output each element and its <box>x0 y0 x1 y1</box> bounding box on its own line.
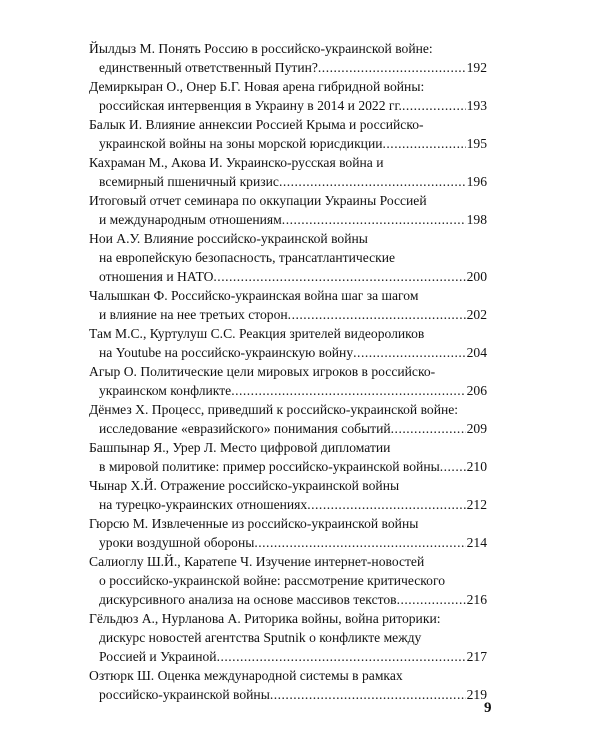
toc-entry <box>89 191 487 229</box>
toc-entry-title-end: отношения и НАТО <box>99 269 214 284</box>
toc-entry-page: 204 <box>466 345 487 360</box>
toc-entry-title-end: всемирный пшеничный кризис <box>99 174 279 189</box>
toc-entry-page: 200 <box>466 269 487 284</box>
toc-entry <box>89 666 487 704</box>
toc-entry <box>89 514 487 552</box>
toc-entry-line: Чалышкан Ф. Российско-украинская война шаг за шагом <box>89 288 419 303</box>
toc-entry-last-line <box>89 305 487 324</box>
toc-entry-line: Озтюрк Ш. Оценка международной системы в рамках <box>89 668 403 683</box>
toc-entry <box>89 438 487 476</box>
dot-leader <box>279 172 466 191</box>
toc-entry-line: Демиркыран О., Онер Б.Г. Новая арена гибридной войны: <box>89 79 425 94</box>
toc-entry-title-end: и международным отношениям <box>99 212 282 227</box>
toc-entry-page: 206 <box>466 383 487 398</box>
toc-entry <box>89 39 487 77</box>
toc-entry-line: Гёльдюз А., Нурланова А. Риторика войны, война риторики: <box>89 611 441 626</box>
toc-entry-title-end: российско-украинской войны <box>99 687 270 702</box>
toc-entry-line: Кахраман М., Акова И. Украинско-русская война и <box>89 155 384 170</box>
toc-entry-page: 202 <box>466 307 487 322</box>
toc-entry <box>89 77 487 115</box>
toc-entry-title-end: Россией и Украиной <box>99 649 217 664</box>
dot-leader <box>383 134 466 153</box>
toc-entry-page: 195 <box>466 136 487 151</box>
toc-entry-line: Итоговый отчет семинара по оккупации Украины Россией <box>89 193 427 208</box>
toc-entry-line: Чынар Х.Й. Отражение российско-украинской войны <box>89 478 400 493</box>
toc-entry-last-line <box>89 96 487 115</box>
dot-leader <box>353 343 465 362</box>
toc-entry-last-line <box>89 419 487 438</box>
toc-entry <box>89 552 487 609</box>
toc-entry-line: Салиоглу Ш.Й., Каратепе Ч. Изучение интернет-новостей <box>89 554 425 569</box>
toc-entry <box>89 362 487 400</box>
dot-leader <box>254 533 465 552</box>
toc-entry-line: Агыр О. Политические цели мировых игроков в российско- <box>89 364 436 379</box>
toc-entry-last-line <box>89 533 487 552</box>
toc-entry-page: 217 <box>466 649 487 664</box>
toc-entry-last-line <box>89 381 487 400</box>
toc-entry-title-end: российская интервенция в Украину в 2014 и 2022 гг. <box>99 98 402 113</box>
toc-entry-line: Гюрсю М. Извлеченные из российско-украинской войны <box>89 516 419 531</box>
toc-entry-page: 214 <box>466 535 487 550</box>
toc-entry-page: 196 <box>466 174 487 189</box>
toc-entry-last-line <box>89 172 487 191</box>
toc-entry-last-line <box>89 210 487 229</box>
toc-entry-last-line <box>89 134 487 153</box>
toc-entry-title-end: единственный ответственный Путин? <box>99 60 318 75</box>
dot-leader <box>231 381 465 400</box>
dot-leader <box>288 305 466 324</box>
toc-entry <box>89 286 487 324</box>
toc-entry-page: 212 <box>466 497 487 512</box>
toc-entry-last-line <box>89 495 487 514</box>
dot-leader <box>282 210 466 229</box>
toc-entry-title-end: украинском конфликте <box>99 383 232 398</box>
toc-entry-title-end: уроки воздушной обороны <box>99 535 255 550</box>
toc-entry-page: 209 <box>466 421 487 436</box>
toc-entry-last-line <box>89 267 487 286</box>
toc-entry-line: Йылдыз М. Понять Россию в российско-украинской войне: <box>89 41 433 56</box>
toc-entry-line: Дёнмез Х. Процесс, приведший к российско-украинской войне: <box>89 402 459 417</box>
toc-entry <box>89 609 487 666</box>
table-of-contents <box>89 39 487 704</box>
toc-entry <box>89 324 487 362</box>
toc-entry-title-end: дискурсивного анализа на основе массивов текстов <box>99 592 397 607</box>
dot-leader <box>391 419 466 438</box>
dot-leader <box>440 457 466 476</box>
dot-leader <box>307 495 465 514</box>
toc-entry <box>89 400 487 438</box>
toc-entry-title-end: на Youtube на российско-украинскую войну <box>99 345 354 360</box>
toc-entry <box>89 153 487 191</box>
toc-entry-last-line <box>89 343 487 362</box>
toc-entry-line: Башпынар Я., Урер Л. Место цифровой дипломатии <box>89 440 391 455</box>
toc-entry-page: 219 <box>466 687 487 702</box>
toc-entry <box>89 115 487 153</box>
toc-entry-title-end: в мировой политике: пример российско-украинской войны <box>99 459 440 474</box>
dot-leader <box>217 647 466 666</box>
toc-entry-title-end: на турецко-украинских отношениях <box>99 497 308 512</box>
toc-entry-title-end: украинской войны на зоны морской юрисдикции <box>99 136 383 151</box>
toc-entry-line: Там М.С., Куртулуш С.С. Реакция зрителей видеороликов <box>89 326 425 341</box>
toc-entry-last-line <box>89 685 487 704</box>
toc-entry-last-line <box>89 457 487 476</box>
toc-entry-title-end: исследование «евразийского» понимания событий <box>99 421 391 436</box>
toc-entry-page: 193 <box>466 98 487 113</box>
toc-entry-line: Нои А.У. Влияние российско-украинской войны <box>89 231 368 246</box>
toc-entry-line: на европейскую безопасность, трансатлантические <box>99 250 396 265</box>
page-number: 9 <box>484 700 492 716</box>
dot-leader <box>213 267 465 286</box>
dot-leader <box>270 685 466 704</box>
toc-entry-page: 216 <box>466 592 487 607</box>
toc-entry <box>89 476 487 514</box>
toc-entry-page: 198 <box>466 212 487 227</box>
toc-entry-page: 210 <box>466 459 487 474</box>
toc-entry-line: о российско-украинской войне: рассмотрение критического <box>99 573 446 588</box>
dot-leader <box>397 590 466 609</box>
toc-entry-line: Балык И. Влияние аннексии Россией Крыма и российско- <box>89 117 424 132</box>
toc-entry-page: 192 <box>466 60 487 75</box>
toc-entry-last-line <box>89 647 487 666</box>
toc-entry-last-line <box>89 590 487 609</box>
toc-entry-title-end: и влияние на нее третьих сторон <box>99 307 288 322</box>
toc-entry-last-line <box>89 58 487 77</box>
dot-leader <box>318 58 466 77</box>
toc-entry <box>89 229 487 286</box>
toc-entry-line: дискурс новостей агентства Sputnik о конфликте между <box>99 630 422 645</box>
dot-leader <box>402 96 466 115</box>
